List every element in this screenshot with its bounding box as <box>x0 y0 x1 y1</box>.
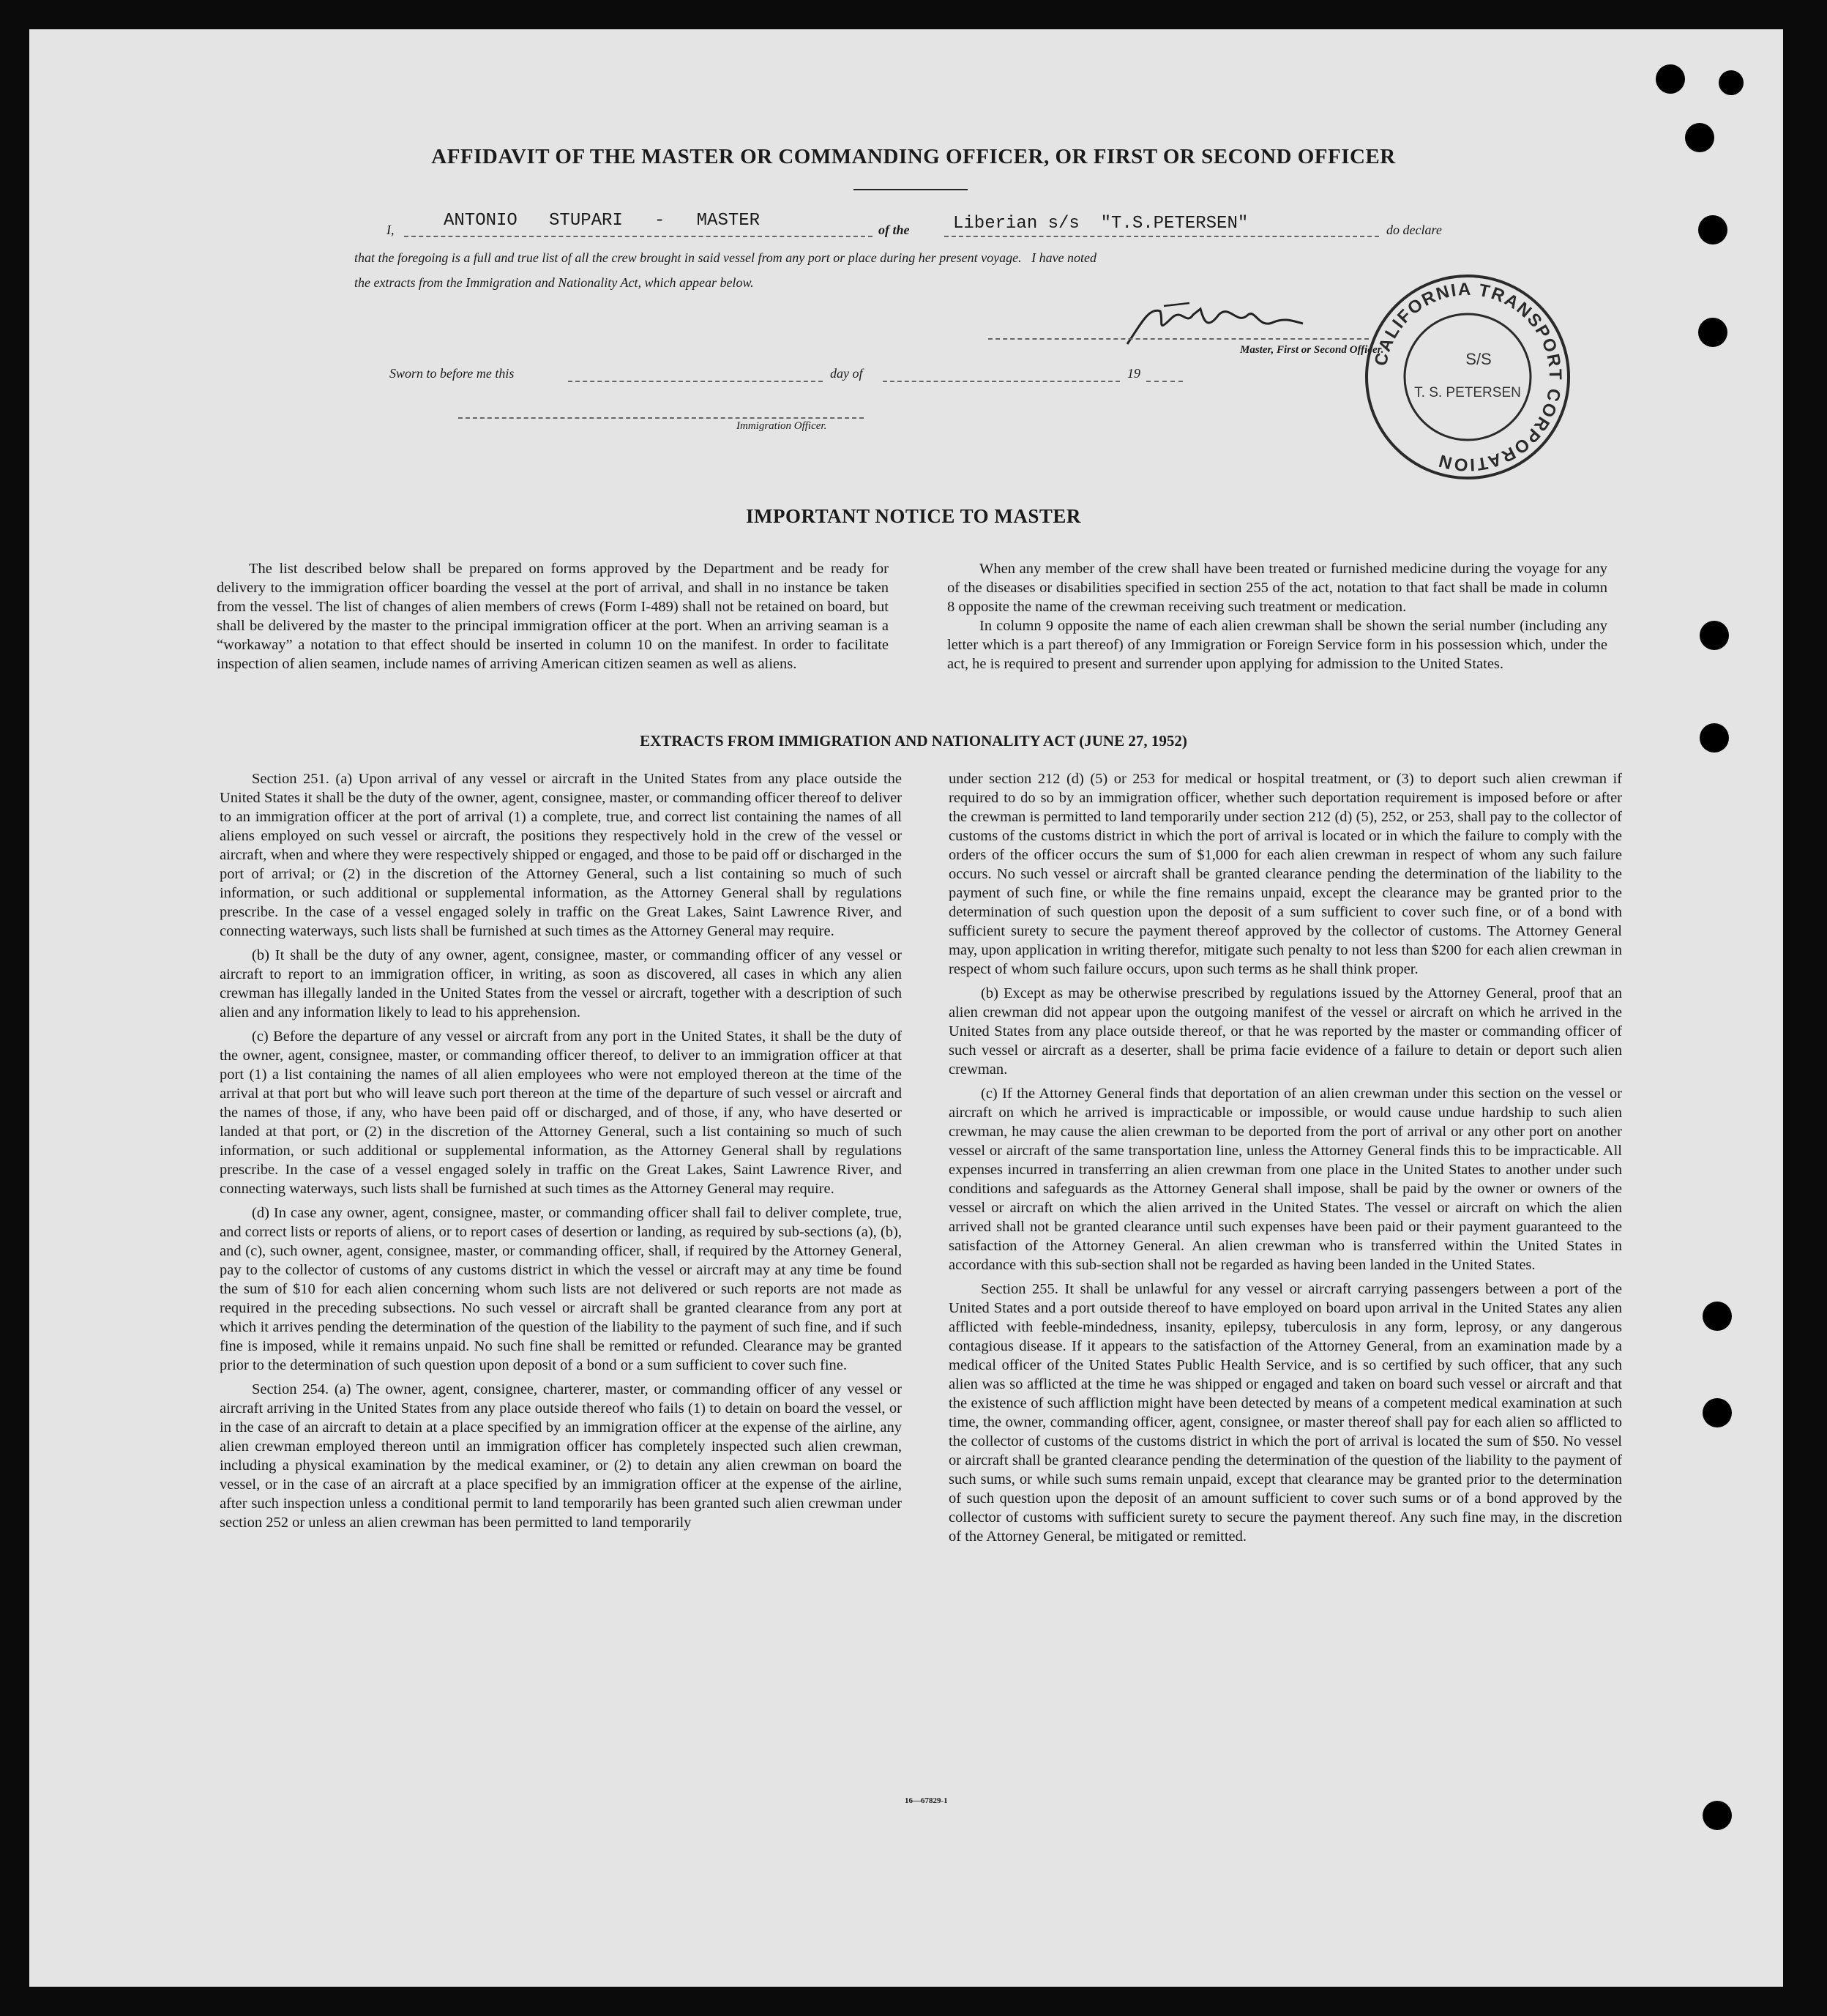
day-of-label: day of <box>830 366 863 381</box>
notice-title: IMPORTANT NOTICE TO MASTER <box>746 505 1081 527</box>
vessel-field: Liberian s/s "T.S.PETERSEN" <box>953 214 1249 234</box>
i-label: I, <box>386 223 395 237</box>
declaration-line-2: the extracts from the Immigration and Nationality Act, which appear below. <box>354 275 754 290</box>
master-signature <box>1120 293 1354 351</box>
company-stamp <box>1361 271 1574 483</box>
signature-caption: Master, First or Second Officer. <box>1240 344 1384 356</box>
extracts-title: EXTRACTS FROM IMMIGRATION AND NATIONALITY ACT (JUNE 27, 1952) <box>640 732 1187 750</box>
section-251-d: (d) In case any owner, agent, consignee, master, or commanding officer shall fail to deliver complete, true, and correct lists or reports of aliens, or to report cases of desertion or landing, as required by sub-sections (a), (b), and (c), such owner, agent, consignee, master, or commanding officer, shall, if required by the Attorney General, pay to the collector of customs of any customs district in which the vessel or aircraft may at any time be found the sum of $10 for each alien concerning whom such lists are not delivered or such reports are not made as required in the preceding subsections. No such vessel or aircraft shall be granted clearance from any port at which it arrives pending the determination of the question of the liability to the payment of such fine, and if such fine is imposed, while it remains unpaid. No such fine shall be remitted or refunded. Clearance may be granted prior to the determination of such question upon deposit of a bond or a sum sufficient to cover such fine. <box>220 1205 902 1373</box>
of-the-label: of the <box>878 223 910 237</box>
punch-hole <box>1719 70 1744 95</box>
name-line <box>404 236 873 237</box>
signature-line <box>988 338 1369 340</box>
punch-hole <box>1700 621 1729 650</box>
sworn-label: Sworn to before me this <box>389 366 515 381</box>
extracts-right-column <box>949 769 1622 1551</box>
notice-right-para-1: When any member of the crew shall have been treated or furnished medicine during the voyage for any of the diseases or disabilities specified in section 255 of the act, notation to that fact shall be made in column 8 opposite the name of the crewman receiving such treatment or medication. <box>947 561 1607 615</box>
section-255: Section 255. It shall be unlawful for any vessel or aircraft carrying passengers between a port of the United States and a port outside thereof to have employed on board upon arrival in the United States any alien afflicted with feeble-mindedness, insanity, epilepsy, tuberculosis in any form, leprosy, or any dangerous contagious disease. If it appears to the satisfaction of the Attorney General, from an examination made by a medical officer of the United States Public Health Service, and is so certified by such officer, that any such alien was so afflicted at the time he was shipped or engaged and taken on board such vessel or aircraft and that the existence of such affliction might have been detected by means of a competent medical examination at such time, the owner, commanding officer, agent, consignee, or master thereof shall pay for each alien so afflicted to the collector of customs of the customs district in which the port of arrival is located the sum of $50. No vessel or aircraft shall be granted clearance pending the determination of the question of the liability to the payment of such sums, or while such sums remain unpaid, except that clearance may be granted prior to the determination of such question upon the deposit of an amount sufficient to cover such sums or of a bond approved by the collector of customs with sufficient surety to secure the payment thereof. Any such fine may, in the discretion of the Attorney General, be mitigated or remitted. <box>949 1281 1622 1545</box>
section-251-b: (b) It shall be the duty of any owner, agent, consignee, master, or commanding officer of any vessel or aircraft to report to an immigration officer, in writing, as soon as discovered, all cases in which any alien crewman has illegally landed in the United States from the vessel or aircraft, together with a description of such alien and any information likely to lead to his apprehension. <box>220 947 902 1020</box>
affidavit-title: AFFIDAVIT OF THE MASTER OR COMMANDING OFFICER, OR FIRST OR SECOND OFFICER <box>431 145 1396 168</box>
notice-right <box>947 559 1607 679</box>
declaration-line-1: that the foregoing is a full and true list of all the crew brought in said vessel from any port or place during her present voyage. I have noted <box>354 250 1097 265</box>
year-line <box>1146 381 1183 382</box>
section-254-a: Section 254. (a) The owner, agent, consignee, charterer, master, or commanding officer of any vessel or aircraft arriving in the United States from any place outside thereof who fails (1) to detain on board the vessel, or in the case of an aircraft to detain at a place specified by an immigration officer at the expense of the airline, any alien crewman employed thereon until an immigration officer has completely inspected such alien crewman, including a physical examination by the medical examiner, or (2) to detain any alien crewman on board the vessel, or in the case of an aircraft at a place specified by an immigration officer at the expense of the airline, after such inspection unless a conditional permit to land temporarily has been granted such alien crewman under section 252 or unless an alien crewman has been permitted to land temporarily <box>220 1381 902 1531</box>
title-rule <box>853 189 968 190</box>
notice-left <box>217 559 889 679</box>
section-254-b: (b) Except as may be otherwise prescribed by regulations issued by the Attorney General, proof that an alien crewman did not appear upon the outgoing manifest of the vessel or aircraft on which he arrived in the United States from any place outside thereof, or that he was reported by the master or commanding officer of such vessel or aircraft as a deserter, shall be prima facie evidence of a failure to detain or deport such alien crewman. <box>949 985 1622 1078</box>
notice-right-para-2: In column 9 opposite the name of each alien crewman shall be shown the serial number (including any letter which is a part thereof) of any Immigration or Foreign Service form in his possession which, under the act, he is required to present and surrender upon applying for admission to the United States. <box>947 618 1607 672</box>
punch-hole <box>1703 1398 1732 1427</box>
punch-hole <box>1698 215 1727 244</box>
do-declare-label: do declare <box>1386 223 1442 237</box>
sworn-day-line <box>568 381 823 382</box>
notice-left-para: The list described below shall be prepared on forms approved by the Department and be ready for delivery to the immigration officer boarding the vessel at the port of arrival, and shall in no instance be taken from the vessel. The list of changes of alien members of crews (Form I-489) shall not be retained on board, but shall be delivered by the master to the principal immigration officer at the port. When an arriving seaman is a “workaway” a notation to that effect should be inserted in column 10 on the manifest. In order to facilitate inspection of alien seamen, include names of arriving American citizen seamen as well as aliens. <box>217 561 889 672</box>
section-254-c: (c) If the Attorney General finds that deportation of an alien crewman under this section on the vessel or aircraft on which he arrived is impracticable or impossible, or would cause undue hardship to such alien crewman, he may cause the alien crewman to be deported from the port of arrival or any other port on another vessel or aircraft of the same transportation line, unless the Attorney General finds this to be impracticable. All expenses incurred in transferring an alien crewman from one place in the United States to another under such conditions and safeguards as the Attorney General shall impose, shall be paid by the owner or owners of the vessel or aircraft on which the alien arrived in the United States. The vessel or aircraft on which the alien arrived shall not be granted clearance until such expenses have been paid or their payment guaranteed to the satisfaction of the Attorney General. An alien crewman who is transferred within the United States in accordance with this sub-section shall not be regarded as having been landed in the United States. <box>949 1086 1622 1273</box>
extracts-left-column <box>220 769 902 1537</box>
section-251-a: Section 251. (a) Upon arrival of any vessel or aircraft in the United States from any place outside the United States it shall be the duty of the owner, agent, consignee, master, or commanding officer thereof to deliver to an immigration officer at the port of arrival (1) a complete, true, and correct list containing the names of all aliens employed on such vessel or aircraft, the positions they respectively hold in the crew of the vessel or aircraft, when and where they were respectively shipped or engaged, and those to be paid off or discharged in the port of arrival; or (2) in the discretion of the Attorney General, such a list containing so much of such information, or such additional or supplemental information, as the Attorney General shall by regulations prescribe. In the case of a vessel engaged solely in traffic on the Great Lakes, Saint Lawrence River, and connecting waterways, such lists shall be furnished at such times as the Attorney General may require. <box>220 771 902 939</box>
master-name-field: ANTONIO STUPARI - MASTER <box>444 211 761 231</box>
form-number: 16—67829-1 <box>905 1796 948 1805</box>
immigration-officer-line <box>458 417 864 419</box>
sworn-month-line <box>883 381 1120 382</box>
punch-hole <box>1656 64 1685 94</box>
year-label: 19 <box>1127 366 1140 381</box>
svg-text:CALIFORNIA TRANSPORT CORPORATI <box>1371 280 1565 475</box>
punch-hole <box>1703 1801 1732 1830</box>
immigration-officer-caption: Immigration Officer. <box>736 420 827 432</box>
stamp-ring-text: CALIFORNIA TRANSPORT CORPORATION <box>1370 279 1566 475</box>
section-251-c: (c) Before the departure of any vessel or aircraft from any port in the United States, it shall be the duty of the owner, agent, consignee, master, or commanding officer thereof, to deliver to an immigration officer at that port (1) a list containing the names of all alien employees who were not employed thereon at the time of the arrival at that port but who will leave such port thereon at the time of the departure of such vessel or aircraft and the names of those, if any, who have been paid off or discharged, and of those, if any, who have deserted or landed at that port, or (2) in the discretion of the Attorney General, such a list containing so much of such information, or such additional or supplemental information, as the Attorney General shall by regulations prescribe. In the case of a vessel engaged solely in traffic on the Great Lakes, Saint Lawrence River, and connecting waterways, such lists shall be furnished at such times as the Attorney General may require. <box>220 1028 902 1197</box>
punch-hole <box>1703 1302 1732 1331</box>
stamp-line-1: S/S <box>1465 350 1492 368</box>
vessel-line <box>944 236 1379 237</box>
section-254-a-cont: under section 212 (d) (5) or 253 for medical or hospital treatment, or (3) to deport such alien crewman if required to do so by an immigration officer, whether such deportation requirement is imposed before or after the crewman is permitted to land temporarily under section 212 (d) (5), 252, or 253, shall pay to the collector of customs of the customs district in which the port of arrival is located or in which the failure to comply with the orders of the officer occurs the sum of $1,000 for each alien crewman in respect of whom any such failure occurs. No such vessel or aircraft shall be granted clearance pending the determination of the liability to the payment of such fine, or while the fine remains unpaid, except the clearance may be granted prior to the determination of such question upon the deposit of a sum sufficient to cover such fine, or of a bond with sufficient surety to secure the payment thereof approved by the collector of customs. The Attorney General may, upon application in writing therefor, mitigate such penalty to not less than $200 for each alien crewman in respect of whom such failure occurs, upon such terms as he shall think proper. <box>949 771 1622 977</box>
punch-hole <box>1698 318 1727 347</box>
stamp-line-2: T. S. PETERSEN <box>1414 385 1521 400</box>
